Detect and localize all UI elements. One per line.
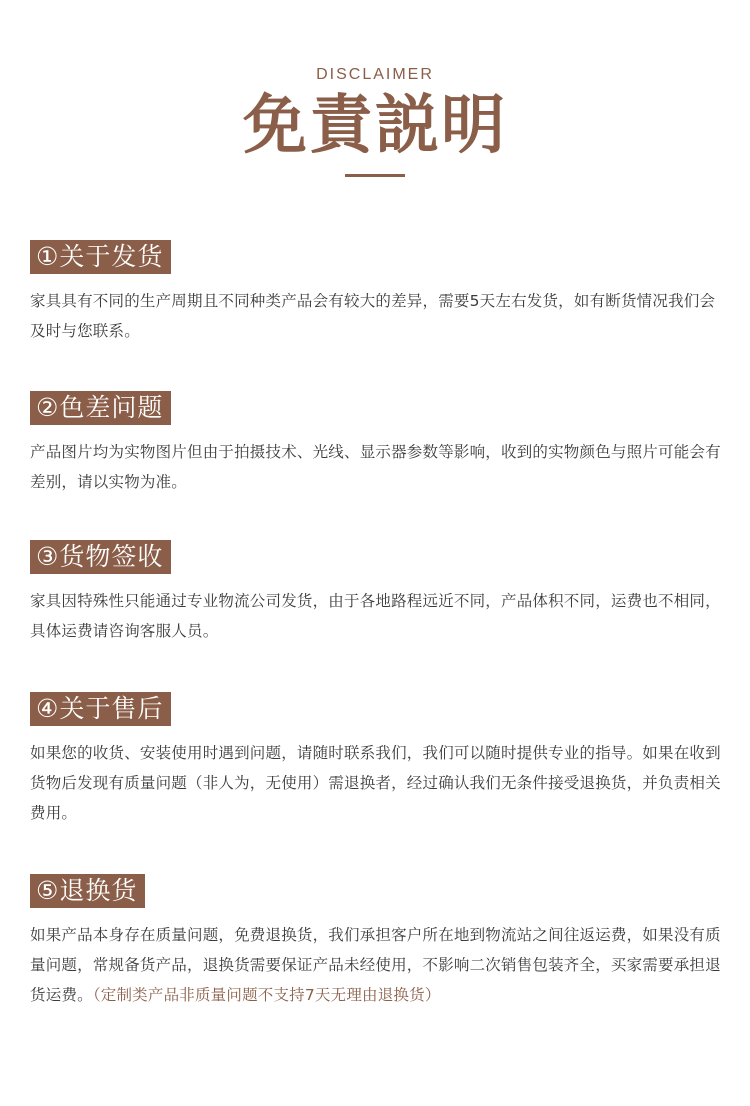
section-returns bbox=[30, 874, 722, 1010]
section-body bbox=[30, 920, 722, 1010]
section-heading: ①关于发货 bbox=[30, 240, 171, 274]
section-body: 家具具有不同的生产周期且不同种类产品会有较大的差异，需要5天左右发货，如有断货情况我们会及时与您联系。 bbox=[30, 292, 716, 340]
page-subtitle: DISCLAIMER bbox=[316, 66, 434, 83]
page-title: 免責説明 bbox=[243, 88, 507, 163]
section-shipping bbox=[30, 240, 722, 346]
section-color-difference bbox=[30, 391, 722, 497]
section-body-text: 如果产品本身存在质量问题，免费退换货，我们承担客户所在地到物流站之间往返运费，如果没有质量问题，常规备货产品，退换货需要保证产品未经使用，不影响二次销售包装齐全，买家需要承担退货运费。 bbox=[30, 926, 721, 1004]
custom-product-note: （定制类产品非质量问题不支持7天无理由退换货） bbox=[92, 986, 441, 1004]
section-body: 产品图片均为实物图片但由于拍摄技术、光线、显示器参数等影响，收到的实物颜色与照片可能会有差别，请以实物为准。 bbox=[30, 443, 721, 491]
section-heading: ④关于售后 bbox=[30, 692, 171, 726]
section-heading: ②色差问题 bbox=[30, 391, 171, 425]
section-heading: ⑤退换货 bbox=[30, 874, 145, 908]
title-divider bbox=[345, 174, 405, 177]
section-heading: ③货物签收 bbox=[30, 540, 171, 574]
section-body: 家具因特殊性只能通过专业物流公司发货，由于各地路程远近不同，产品体积不同，运费也不相同，具体运费请咨询客服人员。 bbox=[30, 592, 721, 640]
section-receipt bbox=[30, 540, 722, 646]
section-after-sales bbox=[30, 692, 722, 828]
section-body: 如果您的收货、安装使用时遇到问题，请随时联系我们，我们可以随时提供专业的指导。如果在收到货物后发现有质量问题（非人为，无使用）需退换者，经过确认我们无条件接受退换货，并负责相关费用。 bbox=[30, 744, 721, 822]
